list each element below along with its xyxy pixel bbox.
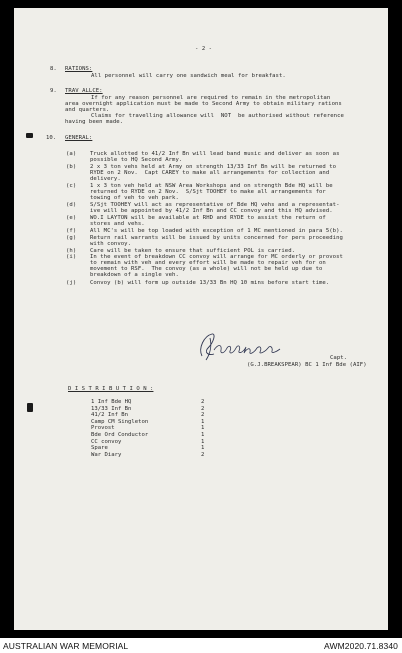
item-label-d: (d) xyxy=(66,202,77,208)
section-8-text: All personnel will carry one sandwich meal for breakfast. xyxy=(91,73,286,79)
section-9-heading: TRAV ALLCE: xyxy=(65,88,103,94)
distribution-unit: 1 Inf Bde HQ xyxy=(91,399,132,405)
item-a-line: possible to HQ Second Army. xyxy=(90,157,183,163)
item-label-f: (f) xyxy=(66,228,77,234)
item-e-line: stores and vehs. xyxy=(90,221,145,227)
distribution-row xyxy=(91,412,204,419)
distribution-unit: Spare xyxy=(91,445,108,452)
distribution-row xyxy=(91,419,204,426)
punch-hole-mark xyxy=(26,133,33,138)
item-i-line: In the event of breakdown CC convoy will arrange for MC orderly or provost xyxy=(90,254,343,260)
item-label-a: (a) xyxy=(66,151,77,157)
item-c-line: 1 x 3 ton veh held at NSW Area Workshops and on strength Bde HQ will be xyxy=(90,183,333,189)
distribution-unit: Provost xyxy=(91,425,115,432)
distribution-unit: War Diary xyxy=(91,451,122,458)
section-9-line: If for any reason personnel are required to remain in the metropolitan xyxy=(91,95,331,101)
document-page xyxy=(14,8,388,630)
item-b-line: delivery. xyxy=(90,176,121,182)
punch-hole-mark xyxy=(27,403,33,412)
item-g-line: Return rail warrants will be issued by units concerned for pers proceeding xyxy=(90,235,343,241)
section-9-number: 9. xyxy=(50,88,57,94)
item-h-line: Care will be taken to ensure that sufficient POL is carried. xyxy=(90,248,296,254)
distribution-qty: 2 xyxy=(201,399,205,405)
item-label-h: (h) xyxy=(66,248,77,254)
item-b-line: RYDE on 2 Nov. Capt CAREY to make all arrangements for collection and xyxy=(90,170,330,176)
distribution-row xyxy=(91,432,204,439)
item-i-line: to remain with veh and every effort will be made to repair veh for on xyxy=(90,260,326,266)
section-9-line: area overnight application must be made to Second Army to obtain military rations xyxy=(65,101,342,107)
item-label-j: (j) xyxy=(66,280,77,286)
distribution-unit: CC convoy xyxy=(91,438,122,445)
page-number: - 2 - xyxy=(195,46,213,52)
distribution-qty: 1 xyxy=(201,438,205,445)
item-label-g: (g) xyxy=(66,235,77,241)
distribution-row xyxy=(91,399,204,406)
section-8-heading: RATIONS: xyxy=(65,66,93,72)
distribution-unit: Bde Ord Conductor xyxy=(91,431,149,438)
item-e-line: WO.I LAYTON will be available at RHD and RYDE to assist the return of xyxy=(90,215,326,221)
distribution-heading: D I S T R I B U T I O N : xyxy=(68,386,154,392)
item-g-line: with convoy. xyxy=(90,241,132,247)
distribution-qty: 2 xyxy=(201,405,205,412)
signature-block: (G.J.BREAKSPEAR) BC 1 Inf Bde (AIF) xyxy=(247,362,367,368)
section-9-line: and quarters. xyxy=(65,107,110,113)
item-label-i: (i) xyxy=(66,254,77,260)
distribution-table xyxy=(91,399,204,458)
section-9-line: having been made. xyxy=(65,119,124,125)
section-10-number: 10. xyxy=(46,135,57,141)
distribution-unit: 41/2 Inf Bn xyxy=(91,412,129,419)
distribution-unit: 13/33 Inf Bn xyxy=(91,405,132,412)
footer-bar xyxy=(0,638,402,653)
footer-accession-number: AWM2020.71.8340 xyxy=(324,641,398,651)
item-d-line: S/Sjt TOOHEY will act as representative of Bde HQ vehs and a representat- xyxy=(90,202,340,208)
distribution-qty: 1 xyxy=(201,418,205,425)
distribution-qty: 2 xyxy=(201,412,205,419)
distribution-unit: Camp CM Singleton xyxy=(91,418,149,425)
footer-institution: AUSTRALIAN WAR MEMORIAL xyxy=(3,641,129,651)
distribution-qty: 2 xyxy=(201,451,205,458)
distribution-row xyxy=(91,452,204,459)
distribution-qty: 1 xyxy=(201,445,205,452)
section-8-number: 8. xyxy=(50,66,57,72)
item-a-line: Truck allotted to 41/2 Inf Bn will lead band music and deliver as soon as xyxy=(90,151,340,157)
signatory-rank: Capt. xyxy=(330,355,348,361)
distribution-row xyxy=(91,445,204,452)
handwritten-signature xyxy=(194,326,284,364)
distribution-row xyxy=(91,439,204,446)
item-label-b: (b) xyxy=(66,164,77,170)
item-b-line: 2 x 3 ton vehs held at Army on strength 13/33 Inf Bn will be returned to xyxy=(90,164,337,170)
item-f-line: All MC's will be top loaded with exception of 1 MC mentioned in para 5(b). xyxy=(90,228,343,234)
item-j-line: Convoy (b) will form up outside 13/33 Bn HQ 10 mins before start time. xyxy=(90,280,330,286)
section-9-line: Claims for travelling allowance will NOT be authorised without reference xyxy=(91,113,344,119)
section-10-heading: GENERAL: xyxy=(65,135,93,141)
distribution-row xyxy=(91,425,204,432)
item-d-line: ive will be appointed by 41/2 Inf Bn and CC convoy and this HQ advised. xyxy=(90,208,333,214)
distribution-qty: 1 xyxy=(201,431,205,438)
distribution-qty: 1 xyxy=(201,425,205,432)
item-i-line: breakdown of a single veh. xyxy=(90,272,179,278)
item-label-e: (e) xyxy=(66,215,77,221)
item-c-line: towing of veh to veh park. xyxy=(90,195,179,201)
item-c-line: returned to RYDE on 2 Nov. S/Sjt TOOHEY to make all arrangements for xyxy=(90,189,326,195)
distribution-row xyxy=(91,406,204,413)
item-label-c: (c) xyxy=(66,183,77,189)
item-i-line: movement to RSF. The convoy (as a whole) will not be held up due to xyxy=(90,266,323,272)
